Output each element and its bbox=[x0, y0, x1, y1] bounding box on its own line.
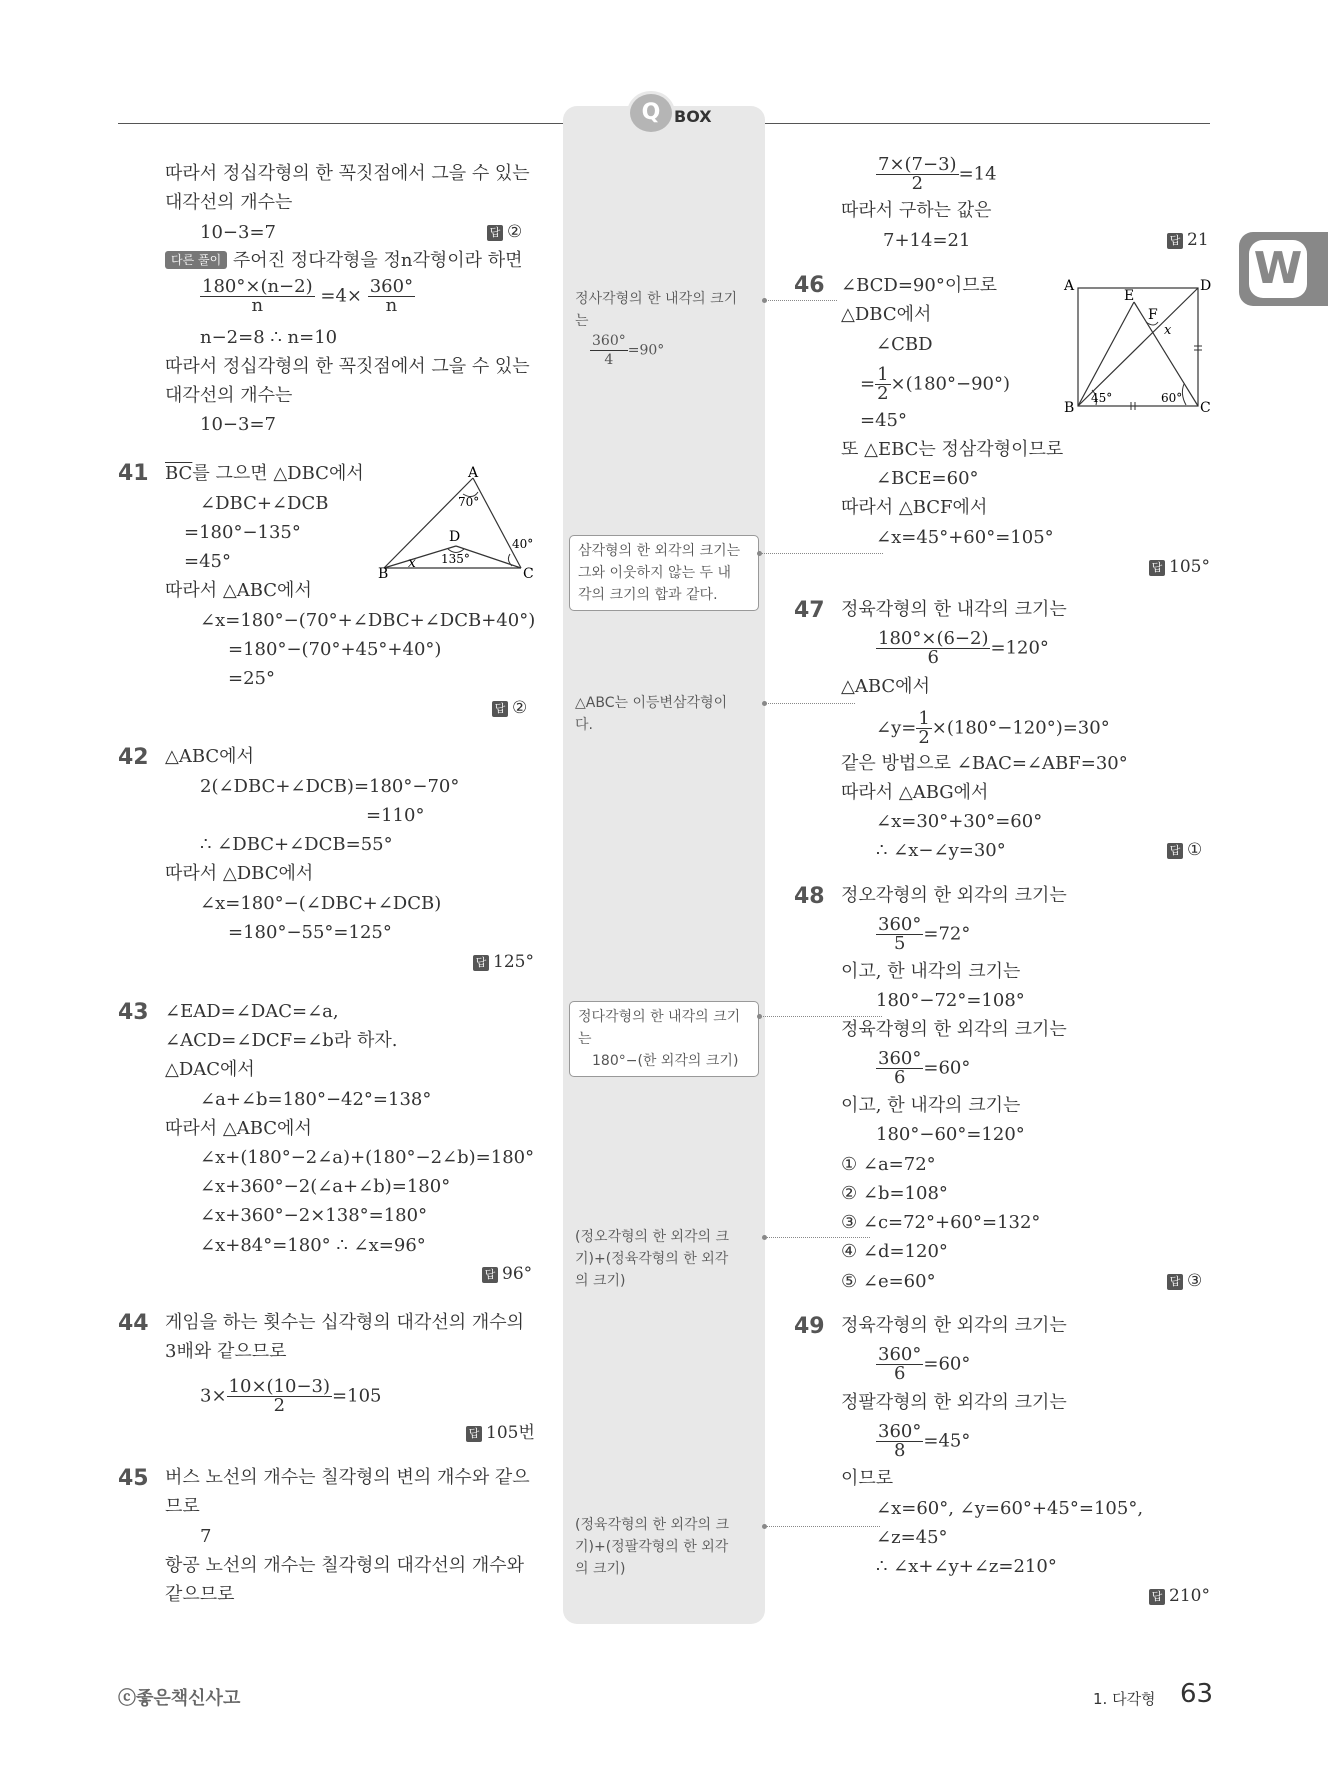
option-line: ④ ∠d=120° bbox=[841, 1241, 948, 1262]
fraction: $\frac{360^\circ}{8}$ bbox=[878, 1421, 922, 1461]
math-line: 180°−60°=120° bbox=[876, 1124, 1025, 1145]
math-line: 7+14=21 bbox=[883, 230, 971, 251]
note-2: 삼각형의 한 외각의 크기는 그와 이웃하지 않는 두 내 각의 크기의 합과 같다. bbox=[569, 535, 759, 611]
problem-number: 43 bbox=[118, 1000, 149, 1025]
math-line: ∠x=45°+60°=105° bbox=[876, 527, 1054, 548]
answer bbox=[482, 1264, 532, 1284]
angle-x-label: x bbox=[1164, 323, 1172, 338]
fraction: $\frac{360^\circ}{6}$ bbox=[878, 1344, 922, 1384]
math-line: ∠CBD bbox=[876, 334, 933, 355]
alt-solution-text: 주어진 정다각형을 정n각형이라 하면 bbox=[232, 250, 523, 271]
answer bbox=[1167, 230, 1209, 250]
math-line: $\frac{360^\circ}{8}$ =45° bbox=[878, 1421, 971, 1461]
math-line: = $\frac{1}{2}$ ×(180°−90°) bbox=[860, 364, 1011, 404]
angle-45-label: 45° bbox=[1091, 391, 1113, 405]
fraction: $\frac{10\times(10-3)}{2}$ bbox=[228, 1376, 331, 1416]
leader-dot bbox=[762, 1524, 767, 1529]
text-line: $\overline{BC}$를 그으면 △DBC에서 bbox=[165, 463, 364, 484]
leader-dot bbox=[762, 701, 767, 706]
option-line: ① ∠a=72° bbox=[841, 1154, 936, 1175]
math-line: =45° bbox=[184, 551, 231, 572]
text-line: 정육각형의 한 내각의 크기는 bbox=[841, 599, 1067, 620]
answer bbox=[492, 698, 527, 718]
vertex-label-e: E bbox=[1124, 288, 1135, 304]
vertex-label-c: C bbox=[1200, 400, 1211, 412]
text-line: 3배와 같으므로 bbox=[165, 1341, 287, 1362]
leader-dot bbox=[757, 551, 762, 556]
math-line: $\frac{180^\circ\times(6-2)}{6}$ =120° bbox=[878, 628, 1049, 668]
text-line: 이고, 한 내각의 크기는 bbox=[841, 961, 1021, 982]
answer-mark-icon: 답 bbox=[482, 1267, 498, 1283]
math-line: ∠z=45° bbox=[876, 1527, 948, 1548]
note-1: 정사각형의 한 내각의 크기 는 $\frac{360^\circ}{4}$ =90° bbox=[575, 291, 738, 368]
math-line: ∠ACD=∠DCF=∠b라 하자. bbox=[165, 1030, 398, 1051]
triangle-figure-41 bbox=[378, 464, 538, 582]
vertex-label-b: B bbox=[1064, 400, 1075, 412]
answer-value: 105° bbox=[1169, 557, 1210, 577]
math-line: $\frac{360^\circ}{6}$ =60° bbox=[878, 1048, 971, 1088]
math-line: 같은 방법으로 ∠BAC=∠ABF=30° bbox=[841, 753, 1128, 774]
box-label: BOX bbox=[674, 107, 712, 126]
text-line: 따라서 △ABC에서 bbox=[165, 580, 312, 601]
math-line: ∠a+∠b=180°−42°=138° bbox=[200, 1089, 432, 1110]
option-line: ⑤ ∠e=60° bbox=[841, 1271, 936, 1292]
math-line: 10−3=7 bbox=[200, 222, 276, 243]
answer-mark-icon: 답 bbox=[1167, 843, 1183, 859]
note-5: (정오각형의 한 외각의 크 기)+(정육각형의 한 외각 의 크기) bbox=[575, 1229, 730, 1289]
text-line: 또 △EBC는 정삼각형이므로 bbox=[841, 439, 1064, 460]
page-number: 63 bbox=[1180, 1679, 1214, 1709]
math-line: 10−3=7 bbox=[200, 414, 276, 435]
square-figure-46 bbox=[1060, 272, 1218, 412]
text-line: 따라서 △ABG에서 bbox=[841, 782, 989, 803]
answer-mark-icon: 답 bbox=[1149, 1589, 1165, 1605]
math-line: ∠x=180°−(70°+∠DBC+∠DCB+40°) bbox=[200, 610, 536, 631]
math-line: ∠DBC+∠DCB bbox=[200, 493, 329, 514]
answer-value: 125° bbox=[493, 952, 534, 972]
problem-number: 42 bbox=[118, 745, 149, 770]
leader-line bbox=[760, 553, 883, 554]
answer bbox=[473, 952, 534, 972]
math-line: ∠EAD=∠DAC=∠a, bbox=[165, 1001, 339, 1022]
vertex-label-a: A bbox=[468, 465, 479, 481]
vertex-label-a: A bbox=[1064, 278, 1075, 294]
math-line: ∴ ∠x−∠y=30° bbox=[876, 840, 1006, 861]
angle-40-label: 40° bbox=[512, 537, 534, 551]
text-line: 므로 bbox=[165, 1496, 200, 1517]
angle-x-label: x bbox=[408, 555, 416, 571]
answer-mark-icon: 답 bbox=[1167, 1274, 1183, 1290]
text-line: 따라서 구하는 값은 bbox=[841, 200, 992, 221]
math-line: ∠x=60°, ∠y=60°+45°=105°, bbox=[876, 1498, 1144, 1519]
math-line: ∠BCE=60° bbox=[876, 468, 979, 489]
math-line: =25° bbox=[228, 668, 275, 689]
note-4: 정다각형의 한 내각의 크기 는 180°−(한 외각의 크기) bbox=[569, 1001, 759, 1077]
math-line: =180°−(70°+45°+40°) bbox=[228, 639, 442, 660]
math-line: ∠x+360°−2×138°=180° bbox=[200, 1205, 428, 1226]
text-line: 정육각형의 한 외각의 크기는 bbox=[841, 1019, 1067, 1040]
text-line: 따라서 △BCF에서 bbox=[841, 497, 988, 518]
leader-line bbox=[765, 1237, 870, 1238]
math-line: ∠x+360°−2(∠a+∠b)=180° bbox=[200, 1176, 451, 1197]
answer bbox=[1167, 840, 1202, 860]
answer-mark-icon: 답 bbox=[1149, 560, 1165, 576]
text-line: △DAC에서 bbox=[165, 1059, 255, 1080]
side-tab[interactable] bbox=[1239, 232, 1328, 306]
math-line: ∠x+84°=180° ∴ ∠x=96° bbox=[200, 1235, 426, 1256]
answer-mark-icon: 답 bbox=[492, 701, 508, 717]
problem-number: 49 bbox=[794, 1314, 825, 1339]
text-line: 따라서 정십각형의 한 꼭짓점에서 그을 수 있는 bbox=[165, 163, 530, 184]
math-line: =180°−55°=125° bbox=[228, 922, 392, 943]
publisher-logo: ⓒ좋은책신사고 bbox=[118, 1688, 241, 1709]
text-line: 대각선의 개수는 bbox=[165, 192, 293, 213]
alt-solution-line bbox=[165, 249, 523, 273]
fraction: $\frac{360^\circ}{n}$ bbox=[369, 276, 414, 316]
fraction: $\frac{360^\circ}{4}$ bbox=[592, 333, 626, 368]
math-line: $\frac{180^\circ\times(n-2)}{n}$ =4× $\frac{360^\circ}{n}$ bbox=[202, 276, 414, 316]
vertex-label-d: D bbox=[1200, 278, 1212, 294]
answer-value: ① bbox=[1187, 840, 1203, 860]
answer-value: ② bbox=[507, 222, 523, 242]
option-line: ③ ∠c=72°+60°=132° bbox=[841, 1212, 1041, 1233]
text-line: △ABC에서 bbox=[165, 746, 254, 767]
vertex-label-d: D bbox=[449, 529, 461, 545]
math-line: =110° bbox=[366, 805, 425, 826]
answer-value: 21 bbox=[1187, 230, 1209, 250]
answer bbox=[1149, 557, 1210, 577]
text-line: 정육각형의 한 외각의 크기는 bbox=[841, 1315, 1067, 1336]
math-line: 180°−72°=108° bbox=[876, 990, 1025, 1011]
problem-number: 46 bbox=[794, 273, 825, 298]
text-line: 버스 노선의 개수는 칠각형의 변의 개수와 같으 bbox=[165, 1467, 530, 1488]
leader-line bbox=[760, 1016, 882, 1017]
math-line: =180°−135° bbox=[184, 522, 301, 543]
answer-value: ② bbox=[512, 698, 528, 718]
answer bbox=[1149, 1586, 1210, 1606]
text-line: △ABC에서 bbox=[841, 676, 930, 697]
answer-mark-icon: 답 bbox=[473, 955, 489, 971]
math-line: ∠x+(180°−2∠a)+(180°−2∠b)=180° bbox=[200, 1147, 535, 1168]
math-line: ∠x=180°−(∠DBC+∠DCB) bbox=[200, 893, 442, 914]
header-rule-left bbox=[118, 123, 563, 124]
chapter-title: 1. 다각형 bbox=[1093, 1690, 1156, 1708]
note-6: (정육각형의 한 외각의 크 기)+(정팔각형의 한 외각 의 크기) bbox=[575, 1517, 730, 1577]
text-line: 따라서 정십각형의 한 꼭짓점에서 그을 수 있는 bbox=[165, 356, 530, 377]
math-line: $\frac{7\times(7-3)}{2}$ =14 bbox=[878, 154, 997, 194]
fraction: $\frac{1}{2}$ bbox=[918, 708, 930, 748]
vertex-label-f: F bbox=[1148, 307, 1158, 323]
answer-mark-icon: 답 bbox=[487, 225, 503, 241]
math-line: $\frac{360^\circ}{5}$ =72° bbox=[878, 914, 971, 954]
angle-135-label: 135° bbox=[441, 552, 470, 566]
leader-line bbox=[765, 703, 855, 704]
note-3: △ABC는 이등변삼각형이 다. bbox=[575, 695, 728, 733]
math-line: $\frac{360^\circ}{6}$ =60° bbox=[878, 1344, 971, 1384]
math-line: ∠x=30°+30°=60° bbox=[876, 811, 1043, 832]
option-line: ② ∠b=108° bbox=[841, 1183, 948, 1204]
angle-60-label: 60° bbox=[1161, 391, 1183, 405]
text-line: 이고, 한 내각의 크기는 bbox=[841, 1095, 1021, 1116]
text-line: 같으므로 bbox=[165, 1584, 235, 1605]
answer-mark-icon: 답 bbox=[466, 1426, 482, 1442]
answer-value: 210° bbox=[1169, 1586, 1210, 1606]
leader-dot bbox=[757, 1014, 762, 1019]
leader-line bbox=[765, 1526, 880, 1527]
leader-dot bbox=[762, 298, 767, 303]
math-line: ∴ ∠DBC+∠DCB=55° bbox=[200, 834, 393, 855]
problem-number: 47 bbox=[794, 598, 825, 623]
answer-value: 105번 bbox=[486, 1423, 535, 1443]
math-line: =45° bbox=[860, 410, 907, 431]
problem-number: 44 bbox=[118, 1311, 149, 1336]
fraction: $\frac{360^\circ}{5}$ bbox=[878, 914, 922, 954]
math-line: 7 bbox=[200, 1526, 212, 1547]
problem-number: 48 bbox=[794, 884, 825, 909]
fraction: $\frac{180^\circ\times(6-2)}{6}$ bbox=[878, 628, 989, 668]
answer-value: ③ bbox=[1187, 1271, 1203, 1291]
leader-dot bbox=[762, 1235, 767, 1240]
w-logo-icon: W bbox=[1249, 240, 1307, 298]
alt-solution-badge: 다른 풀이 bbox=[165, 251, 227, 269]
text-line: 게임을 하는 횟수는 십각형의 대각선의 개수의 bbox=[165, 1312, 524, 1333]
fraction: $\frac{1}{2}$ bbox=[877, 364, 889, 404]
answer bbox=[1167, 1271, 1202, 1291]
math-line: n−2=8 ∴ n=10 bbox=[200, 327, 338, 348]
math-line: ∠BCD=90°이므로 bbox=[841, 275, 997, 296]
math-line: ∠y= $\frac{1}{2}$ ×(180°−120°)=30° bbox=[876, 708, 1110, 748]
vertex-label-b: B bbox=[378, 566, 389, 582]
vertex-label-c: C bbox=[523, 566, 534, 582]
text-line: 정팔각형의 한 외각의 크기는 bbox=[841, 1392, 1067, 1413]
angle-70-label: 70° bbox=[458, 495, 480, 509]
fraction: $\frac{360^\circ}{6}$ bbox=[878, 1048, 922, 1088]
leader-line bbox=[765, 300, 837, 301]
problem-number: 45 bbox=[118, 1466, 149, 1491]
problem-number: 41 bbox=[118, 461, 149, 486]
fraction: $\frac{7\times(7-3)}{2}$ bbox=[878, 154, 957, 194]
fraction: $\frac{180^\circ\times(n-2)}{n}$ bbox=[202, 276, 313, 316]
text-line: △DBC에서 bbox=[841, 304, 932, 325]
answer-mark-icon: 답 bbox=[1167, 233, 1183, 249]
answer bbox=[487, 222, 522, 242]
math-line: 3× $\frac{10\times(10-3)}{2}$ =105 bbox=[200, 1376, 382, 1416]
text-line: 정오각형의 한 외각의 크기는 bbox=[841, 885, 1067, 906]
q-badge: Q bbox=[627, 91, 675, 135]
math-line: ∴ ∠x+∠y+∠z=210° bbox=[876, 1556, 1057, 1577]
header-rule-right bbox=[765, 123, 1210, 124]
text-line: 따라서 △DBC에서 bbox=[165, 863, 314, 884]
text-line: 따라서 △ABC에서 bbox=[165, 1118, 312, 1139]
math-line: 2(∠DBC+∠DCB)=180°−70° bbox=[200, 776, 460, 797]
text-line: 이므로 bbox=[841, 1468, 894, 1489]
text-line: 대각선의 개수는 bbox=[165, 385, 293, 406]
answer bbox=[466, 1418, 535, 1443]
answer-value: 96° bbox=[502, 1264, 533, 1284]
text-line: 항공 노선의 개수는 칠각형의 대각선의 개수와 bbox=[165, 1555, 524, 1576]
